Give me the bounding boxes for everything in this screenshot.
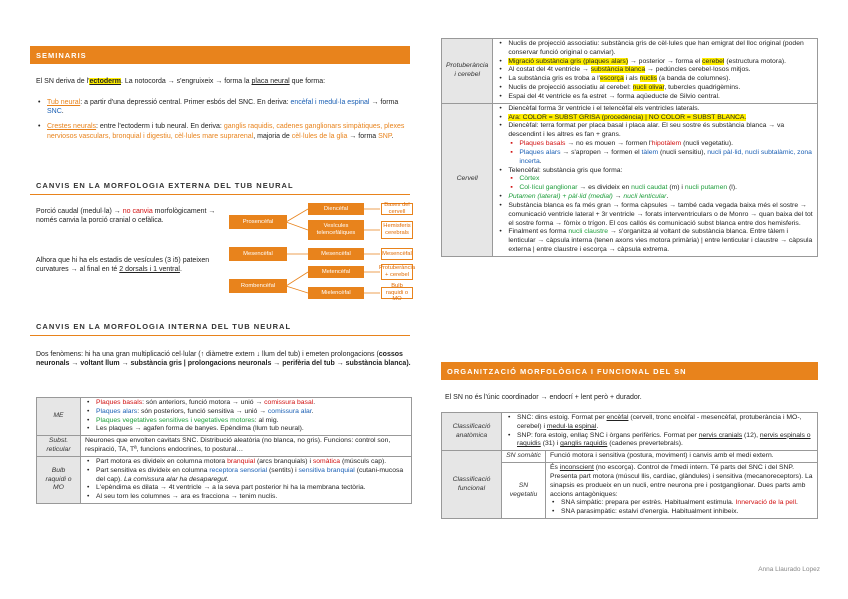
list-item: • Plaques alars: són posteriors, funció sensitiva → unió → comissura alar.: [85, 408, 407, 417]
list-item: ▪ Plaques alars → s'apropen → formen el tàlem (nucli sensitiu), nucli pàl·lid, nucli subtalàmic, zona incerta.: [508, 149, 813, 167]
list-item: • Tub neural: a partir d'una depressió central. Primer esbós del SNC. En deriva: encèfal i medul·la espinal → forma SNC.: [36, 98, 412, 116]
sns-text: Funció motora i sensitiva (postura, moviment) i canvis amb el medi extern.: [546, 451, 818, 463]
rombencefal-box: Rombencèfal: [229, 279, 287, 293]
right-table: [441, 38, 818, 257]
list-item: • Al costat del 4t ventricle → substància blanca → pedúncles cerebel·losos mitjos.: [497, 66, 813, 75]
cv-label: Cervell: [442, 103, 493, 256]
list-item: • Diencèfal forma 3r ventricle i el telencèfal els ventricles laterals.: [497, 105, 813, 114]
mesencefal-box: Mesencèfal: [229, 247, 287, 261]
list-item: • Les plaques → agafen forma de banyes. Epèndima (llum tub neural).: [85, 425, 407, 434]
org-intro: El SN no és l'únic coordinador → endocrí + lent però + durador.: [445, 394, 642, 401]
list-item: • Diencèfal: terra format per placa basal i placa alar. El seu sostre és substància blanca → va descendint i les altres es fan + grans. ▪ Plaques basals → no es mouen → formen l'hipotàlem (nucli vegetatiu). ▪ Plaques alars → s'apropen → formen el tàlem (nucli sensitiu), nucli pàl·lid, nucli subtalàmic, zona incerta.: [497, 122, 813, 166]
interna-header: CANVIS EN LA MORFOLOGIA INTERNA DEL TUB NEURAL: [30, 318, 410, 336]
interna-intro: Dos fenòmens: hi ha una gran multiplicació cel·lular (↑ diàmetre extern ↓ llum del tub) i emeten prolongacions (cossos neuronals → voltant llum → substància gris | prolongacions neuronals → perifèria del tub → substància blanca).: [36, 351, 411, 368]
externa-p1: Porció caudal (medul·la) → no canvia morfològicament → només canvia la porció cranial o cefàlica.: [36, 208, 216, 225]
list-item: • Espai del 4t ventricle es fa estret → forma aqüeducte de Silvio central.: [497, 93, 813, 102]
list-item: • Part sensitiva es divideix en columna receptora sensorial (sentits) i sensitiva branquial (cutani-mucosa del cap). La comissura alar ha desaparegut.: [85, 467, 407, 485]
list-item: • La substància gris es troba a l'escorça i als nuclis (a banda de columnes).: [497, 75, 813, 84]
list-item: • Nuclis de projecció associatiu: substància gris de cèl·lules que han emigrat del lloc original (poden conservar funció original o canviar).: [497, 40, 813, 58]
prosencefal-box: Prosencèfal: [229, 215, 287, 229]
result-box: Mesencèfal: [381, 248, 413, 260]
list-item: • SNA simpàtic: prepara per estrès. Habitualment estimula. Innervació de la pell.: [550, 499, 813, 508]
org-table: Classificació anatòmica • SNC: dins estoig. Format per encèfal (cervell, tronc encèfal - mesencèfal, protuberància i MO-, cerebel) i medul·la espinal. • SNP: fora estoig, enllaç SNC i òrgans perifèrics. Format per nervis cranials (12), nervis espinals o raquidis (31) i ganglis raquidis (cadenes prevertebrals). Classificació funcional SN somàtic Funció motora i sensitiva (postura, moviment) i canvis amb el medi extern. SN vegetatiu És inconscient (no escorça). Control de l'medi intern. Té parts del SNC i del SNP. Presenta part motora (múscul llis, cardíac, glàndules) i sensitiva (mecanoreceptors). La sinapsis es produeix en un nucli, entre neurona pre i postganglionar. Dues parts amb accions antagòniques: • SNA simpàtic: prepara per estrès. Habitualment estimula. Innervació de la pell. • SNA parasimpàtic: estalvi d'energia. Habitualment inhibeix.: [441, 412, 818, 519]
seminaris-header: SEMINARIS: [30, 46, 410, 64]
result-box: Hemisferis cerebrals: [381, 221, 413, 239]
list-item: • Telencèfal: substància gris que forma: ▪ Còrtex ▪ Col·lícul ganglionar → es divideix en nucli caudat (m) i nucli putamen (l).: [497, 167, 813, 193]
list-item: • Nuclis de projecció associatiu al cerebel: nucli olivar, tubercles quadrigèmins.: [497, 84, 813, 93]
list-item: • L'epèndima es dilata → 4t ventricle → a la seva part posterior hi ha la membrana tectòria.: [85, 484, 407, 493]
list-item: • Al seu torn les columnes → ara es fracciona → tenim nuclis.: [85, 493, 407, 502]
mielencefal-box: Mielencèfal: [308, 287, 364, 299]
ca-label: Classificació anatòmica: [442, 413, 502, 451]
list-item: • Plaques basals: són anteriors, funció motora → unió → comissura basal.: [85, 399, 407, 408]
seminaris-intro: El SN deriva de l'ectoderm. La notocorda → s'engruixeix → forma la placa neural que forma:: [36, 78, 326, 85]
list-item: ▪ Col·lícul ganglionar → es divideix en nucli caudat (m) i nucli putamen (l).: [508, 184, 813, 193]
result-box: Bulb raquidi o MO: [381, 287, 413, 299]
list-item: • Crestes neurals: entre l'ectoderm i tub neural. En deriva: ganglis raquidis, cadenes ganglionars simpàtiques, plexes nerviosos vasculars, bronquial i digestiu, cèl·lules mare suprarenal, majoria de cèl·lules de la glia → forma SNP.: [36, 122, 412, 140]
cf-label: Classificació funcional: [442, 451, 502, 519]
list-item: • SNA parasimpàtic: estalvi d'energia. Habitualment inhibeix.: [550, 508, 813, 517]
diencefal-box: Diencèfal: [308, 203, 364, 215]
result-box: Protuberància + cerebel: [378, 265, 416, 278]
metencefal-box: Metencèfal: [308, 266, 364, 278]
footer-author: Anna Llaurado Lopez: [758, 566, 820, 573]
list-item: • SNC: dins estoig. Format per encèfal (cervell, tronc encèfal - mesencèfal, protuberància i MO-, cerebel) i medul·la espinal.: [506, 414, 813, 432]
list-item: ▪ Plaques basals → no es mouen → formen l'hipotàlem (nucli vegetatiu).: [508, 140, 813, 149]
externa-p2: Alhora que hi ha els estadis de vesícules (3 i5) pateixen curvatures → al final en té 2 dorsals i 1 ventral.: [36, 257, 210, 274]
list-item: • Substància blanca es fa més gran → forma càpsules → també cada vegada baixa més el sostre → comunicació ventricle lateral + 3r ventricle → forats interventriculars o de Monro → quan baixa del tot el sostre forma → fòrnix o trígon. El cos callós és comunicació subst blanca entre dos hemisferis.: [497, 202, 813, 228]
list-item: • Ara: COLOR = SUBST GRISA (procedència) | NO COLOR = SUBST BLANCA.: [497, 114, 813, 123]
sr-label: Subst. reticular: [37, 436, 81, 457]
telencefal-box: Vesícules telencefàliques: [308, 220, 364, 240]
list-item: ▪ Còrtex: [508, 175, 813, 184]
list-item: • Putamen (lateral) + pàl·lid (medial) → nucli lenticular.: [497, 193, 813, 202]
interna-table: [36, 397, 412, 504]
list-item: • Migració substància gris (plaques alars) → posterior → forma el cerebel (estructura motora).: [497, 58, 813, 67]
pc-label: Protuberància i cerebel: [442, 39, 493, 104]
list-item: • Finalment es forma nucli claustre → s'organitza al voltant de substància blanca. Entre tàlem i lenticular → càpsula interna (tenen axons vies motora primària) | entre lenticular i claustre → càpsula externa | entre claustre i escorça → càpsula extrema.: [497, 228, 813, 254]
me-label: ME: [37, 398, 81, 436]
sr-text: Neurones que envolten cavitats SNC. Distribució aleatòria (no blanca, no gris). Funcions: control son, respiració, TA, Tª, funcions endocrines, to postural…: [81, 436, 412, 457]
seminaris-list: [36, 98, 412, 141]
org-header: ORGANITZACIÓ MORFOLÒGICA I FUNCIONAL DEL SN: [441, 362, 818, 380]
externa-header: CANVIS EN LA MORFOLOGIA EXTERNA DEL TUB NEURAL: [30, 177, 410, 195]
sns-label: SN somàtic: [502, 451, 546, 463]
mesencefal2-box: Mesencèfal: [308, 248, 364, 260]
result-box: Bases del cervell: [381, 203, 413, 215]
list-item: • Plaques vegetatives sensitives i vegetatives motores: al mig.: [85, 417, 407, 426]
list-item: • Part motora es divideix en columna motora branquial (arcs branquials) i somàtica (músculs cap).: [85, 458, 407, 467]
bm-label: Bulb raquidi o MO: [37, 456, 81, 503]
list-item: • SNP: fora estoig, enllaç SNC i òrgans perifèrics. Format per nervis cranials (12), nervis espinals o raquidis (31) i ganglis raquidis (cadenes prevertebrals).: [506, 432, 813, 450]
snv-label: SN vegetatiu: [502, 463, 546, 519]
